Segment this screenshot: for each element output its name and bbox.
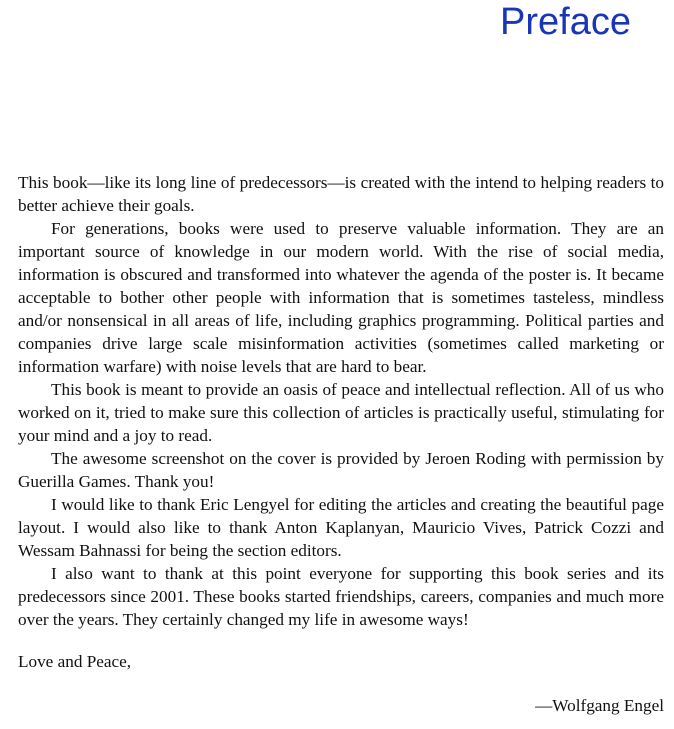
paragraph-intro: This book—like its long line of predecessors—is created with the intend to helping readers to better achieve their goals. <box>18 173 664 215</box>
paragraph-cover: The awesome screenshot on the cover is provided by Jeroen Roding with permission by Guerilla Games. Thank you! <box>18 449 664 491</box>
paragraph-thanks-readers: I also want to thank at this point everyone for supporting this book series and its predecessors since 2001. These books started friendships, careers, companies and much more over the years. They certainly changed my life in awesome ways! <box>18 564 664 629</box>
paragraph-oasis: This book is meant to provide an oasis of peace and intellectual reflection. All of us who worked on it, tried to make sure this collection of articles is practically useful, stimulating for your mind and a joy to read. <box>18 380 664 445</box>
paragraph-thanks-editors: I would like to thank Eric Lengyel for editing the articles and creating the beautiful page layout. I would also like to thank Anton Kaplanyan, Mauricio Vives, Patrick Cozzi and Wessam Bahnassi for being the section editors. <box>18 495 664 560</box>
paragraph-generations: For generations, books were used to preserve valuable information. They are an important source of knowledge in our modern world. With the rise of social media, information is obscured and transformed into whatever the agenda of the poster is. It became acceptable to bother other people with information that is sometimes tasteless, mindless and/or nonsensical in all areas of life, including graphics programming. Political parties and companies drive large scale misinformation activities (sometimes called marketing or information warfare) with noise levels that are hard to bear. <box>18 219 664 376</box>
preface-body <box>18 171 664 631</box>
page-title: Preface <box>500 1 631 43</box>
closing-line: Love and Peace, <box>18 652 132 671</box>
author-signature: —Wolfgang Engel <box>535 696 664 715</box>
